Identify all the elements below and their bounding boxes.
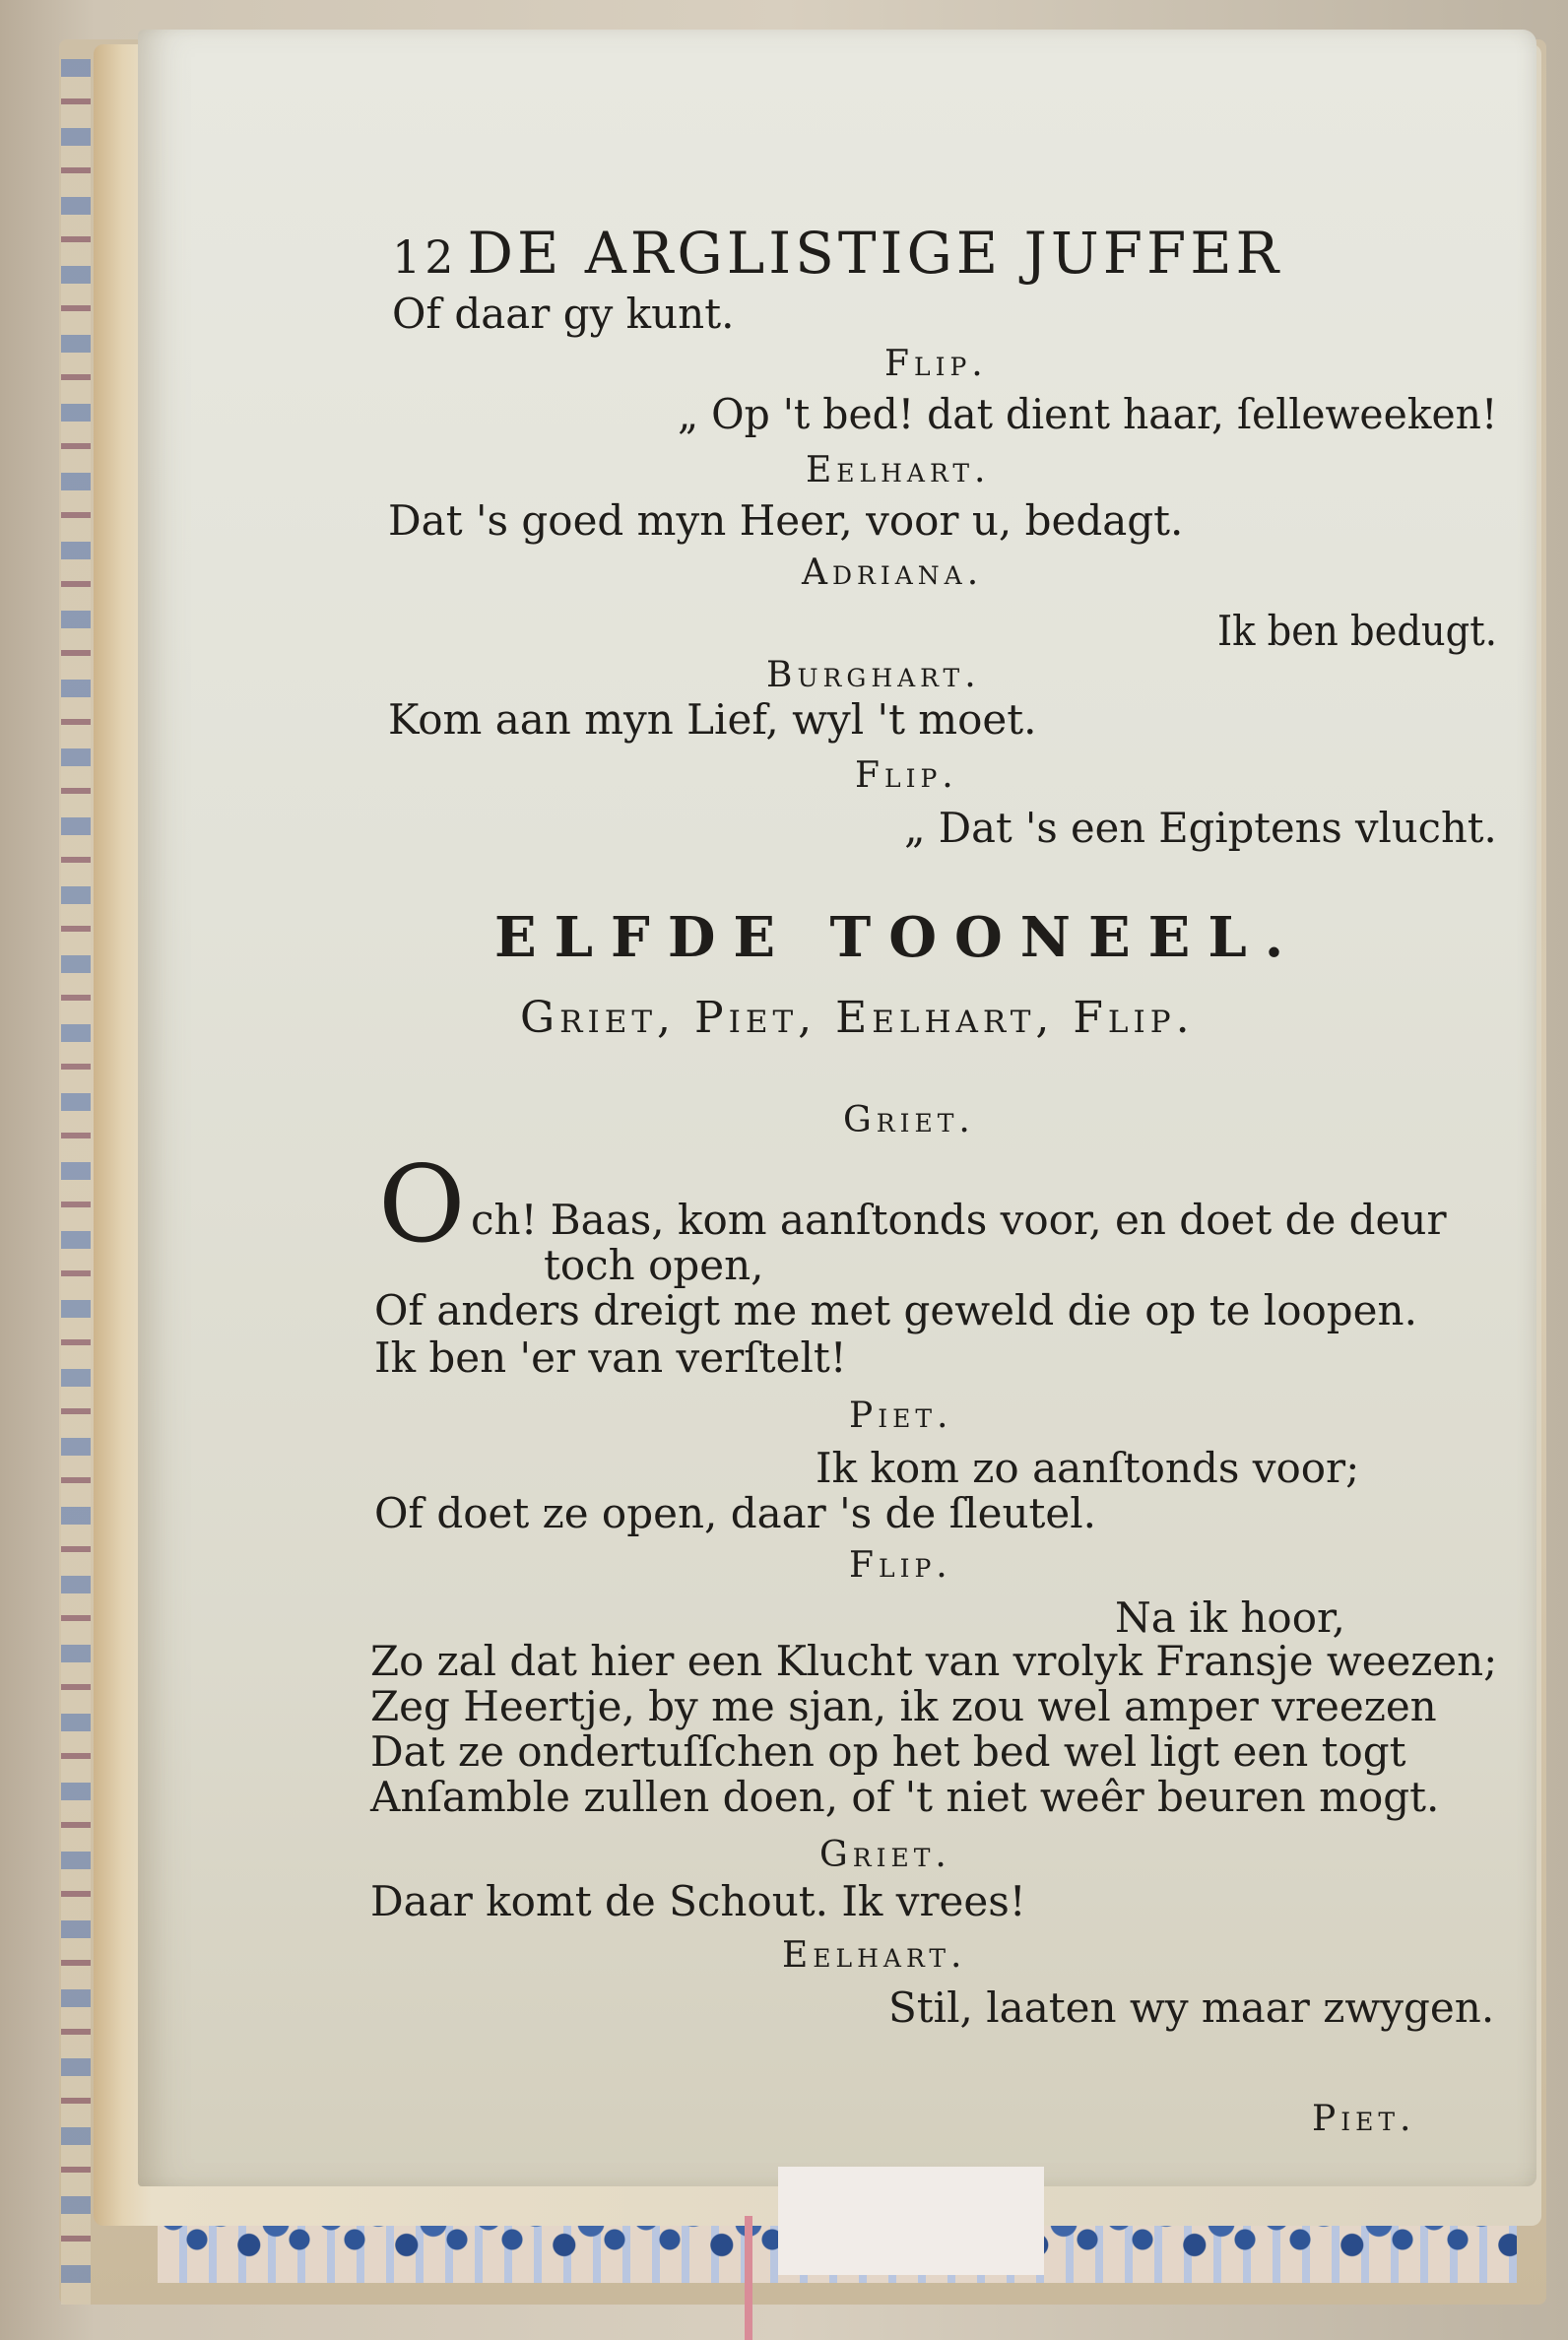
- text-line: „ Dat 's een Egiptens vlucht.: [904, 804, 1497, 852]
- text-line: Na ik hoor,: [1115, 1593, 1345, 1642]
- text-line: ch! Baas, kom aanſtonds voor, en doet de deur: [471, 1196, 1447, 1244]
- speaker-name: Flip.: [884, 344, 988, 384]
- text-line: Ik ben 'er van verſtelt!: [374, 1333, 847, 1382]
- speaker-name: Griet.: [843, 1100, 975, 1140]
- text-line: Stil, laaten wy maar zwygen.: [888, 1983, 1495, 2032]
- text-line: Zo zal dat hier een Klucht van vrolyk Fransje weezen;: [370, 1637, 1498, 1685]
- text-line: Zeg Heertje, by me sjan, ik zou wel amper vreezen: [370, 1682, 1437, 1730]
- cast-list: Griet, Piet, Eelhart, Flip.: [520, 993, 1195, 1043]
- catchword: Piet.: [1312, 2099, 1416, 2139]
- speaker-name: Flip.: [855, 755, 958, 796]
- speaker-name: Flip.: [849, 1545, 952, 1586]
- text-line: Of daar gy kunt.: [392, 290, 735, 338]
- speaker-name: Burghart.: [766, 655, 981, 695]
- text-line: Dat ze ondertuſſchen op het bed wel ligt een togt: [370, 1727, 1406, 1776]
- text-line: Daar komt de Schout. Ik vrees!: [370, 1877, 1026, 1925]
- text-line: „ Op 't bed! dat dient haar, ſelleweeken!: [678, 390, 1498, 438]
- text-line: Ik ben bedugt.: [1217, 607, 1497, 655]
- text-line: Of anders dreigt me met geweld die op te loopen.: [374, 1286, 1417, 1334]
- drop-capital: O: [378, 1143, 466, 1267]
- text-line: Ik kom zo aanſtonds voor;: [816, 1444, 1360, 1492]
- running-header: [392, 220, 1283, 287]
- text-line: Kom aan myn Lief, wyl 't moet.: [388, 695, 1037, 744]
- text-line: toch open,: [544, 1241, 764, 1289]
- speaker-name: Adriana.: [802, 552, 984, 593]
- text-line: Anſamble zullen doen, of 't niet weêr beuren mogt.: [370, 1773, 1440, 1821]
- running-title: DE ARGLISTIGE JUFFER: [467, 220, 1283, 287]
- text-line: Of doet ze open, daar 's de ſleutel.: [374, 1489, 1097, 1537]
- scene-title: ELFDE TOONEEL.: [494, 905, 1302, 970]
- speaker-name: Eelhart.: [782, 1935, 967, 1976]
- speaker-name: Piet.: [849, 1396, 953, 1436]
- text-line: Dat 's goed myn Heer, voor u, bedagt.: [388, 496, 1184, 545]
- speaker-name: Griet.: [819, 1835, 951, 1875]
- speaker-name: Eelhart.: [806, 450, 991, 490]
- page-number: 12: [392, 230, 458, 284]
